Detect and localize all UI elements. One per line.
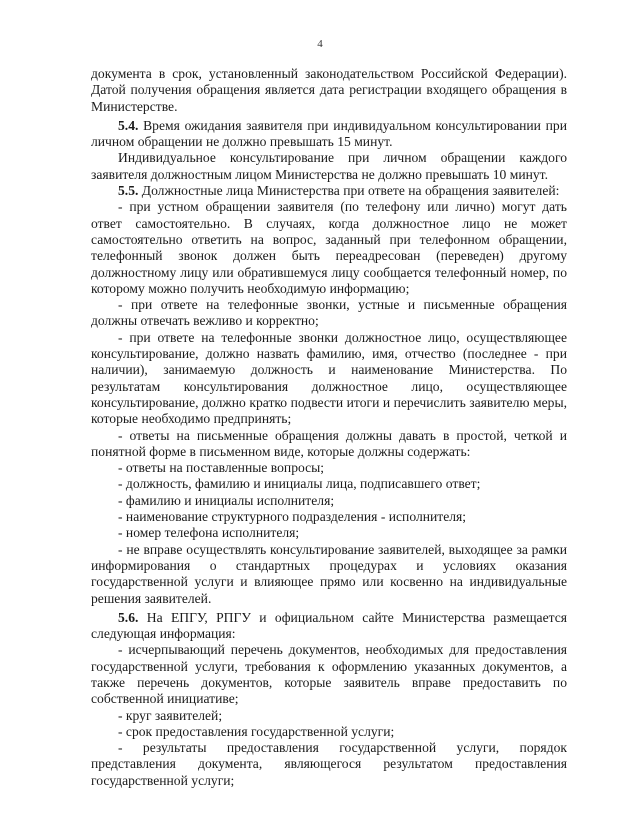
list-item-text: - круг заявителей; bbox=[118, 707, 223, 723]
list-item bbox=[91, 297, 567, 330]
list-item-text: - при ответе на телефонные звонки, устные и письменные обращения должны отвечать вежливо и корректно; bbox=[91, 297, 567, 329]
list-item-text: - ответы на письменные обращения должны давать в простой, четкой и понятной форме в письменном виде, которые должны содержать: bbox=[91, 427, 567, 459]
clause-5-4 bbox=[91, 118, 567, 151]
list-item bbox=[91, 542, 567, 607]
list-item bbox=[91, 330, 567, 428]
list-item bbox=[91, 708, 567, 724]
list-item bbox=[91, 509, 567, 525]
document-body bbox=[91, 66, 567, 789]
list-item-text: - не вправе осуществлять консультирование заявителей, выходящее за рамки информирования о стандартных процедурах и условиях оказания государственной услуги и влияющее прямо или косвенно на индивидуальные решения заявителей. bbox=[91, 541, 567, 606]
clause-text: На ЕПГУ, РПГУ и официальном сайте Министерства размещается следующая информация: bbox=[91, 609, 567, 642]
list-item-text: - исчерпывающий перечень документов, необходимых для предоставления государственной услуги, требования к оформлению указанных документов, а также перечень документов, которые заявитель вправе предоставить по собственной инициативе; bbox=[91, 642, 567, 707]
list-item bbox=[91, 476, 567, 492]
clause-number: 5.6. bbox=[118, 609, 139, 625]
list-item-text: - наименование структурного подразделения - исполнителя; bbox=[118, 509, 467, 525]
list-item-text: - ответы на поставленные вопросы; bbox=[118, 460, 325, 476]
clause-number: 5.5. bbox=[118, 183, 139, 199]
list-item bbox=[91, 525, 567, 541]
list-item bbox=[91, 199, 567, 297]
list-item-text: - при ответе на телефонные звонки должностное лицо, осуществляющее консультирование, должно назвать фамилию, имя, отчество (последнее - при наличии), занимаемую должность и наименование Министерства. По результатам консультирования должностное лицо, осуществляющее консультирование, должно кратко подвести итоги и перечислить заявителю меры, которые необходимо предпринять; bbox=[91, 329, 567, 427]
paragraph-text: документа в срок, установленный законодательством Российской Федерации). Датой получения обращения является дата регистрации входящего обращения в Министерстве. bbox=[91, 66, 567, 114]
list-item-text: - должность, фамилию и инициалы лица, подписавшего ответ; bbox=[118, 476, 481, 492]
list-item bbox=[91, 724, 567, 740]
list-item bbox=[91, 460, 567, 476]
list-item bbox=[91, 428, 567, 461]
list-item-text: - срок предоставления государственной услуги; bbox=[118, 723, 395, 739]
clause-text: Должностные лица Министерства при ответе на обращения заявителей: bbox=[141, 183, 560, 199]
list-item-text: - номер телефона исполнителя; bbox=[118, 525, 300, 541]
list-item-text: - при устном обращении заявителя (по телефону или лично) могут дать ответ самостоятельно. В случаях, когда должностное лицо не может самостоятельно ответить на вопрос, заданный при телефонном обращении, телефонный звонок должен быть переадресован (переведен) другому должностному лицу или обратившемуся лицу сообщается телефонный номер, по которому можно получить необходимую информацию; bbox=[91, 199, 567, 296]
paragraph bbox=[91, 150, 567, 183]
list-item bbox=[91, 740, 567, 789]
clause-5-5 bbox=[91, 183, 567, 199]
paragraph bbox=[91, 66, 567, 115]
list-item-text: - результаты предоставления государственной услуги, порядок представления документа, являющегося результатом предоставления государственной услуги; bbox=[91, 740, 567, 788]
clause-5-6 bbox=[91, 610, 567, 643]
list-item bbox=[91, 642, 567, 707]
clause-text: Время ожидания заявителя при индивидуальном консультировании при личном обращении не должно превышать 15 минут. bbox=[91, 117, 567, 150]
paragraph-text: Индивидуальное консультирование при личном обращении каждого заявителя должностным лицом Министерства не должно превышать 10 минут. bbox=[91, 150, 567, 182]
clause-number: 5.4. bbox=[118, 117, 139, 133]
page-number: 4 bbox=[317, 38, 323, 50]
list-item-text: - фамилию и инициалы исполнителя; bbox=[118, 492, 335, 508]
list-item bbox=[91, 493, 567, 509]
